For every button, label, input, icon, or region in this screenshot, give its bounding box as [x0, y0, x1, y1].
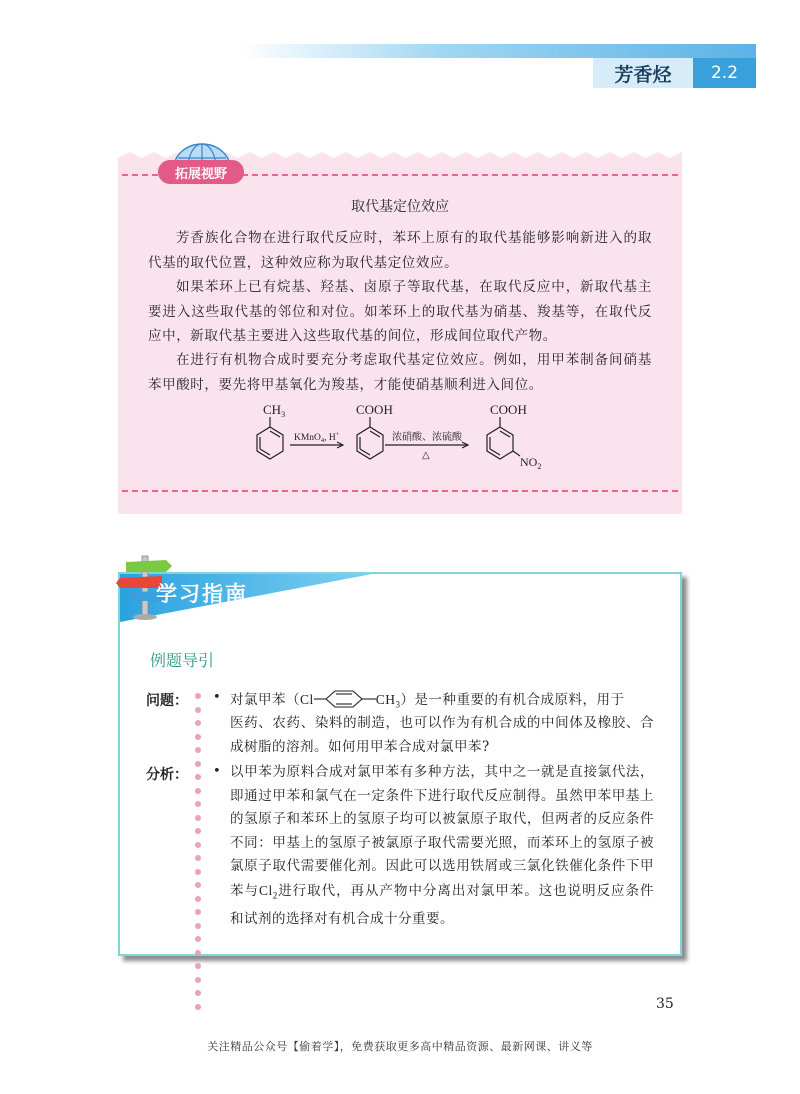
question-bullet: • [213, 690, 221, 705]
extension-heading: 取代基定位效应 [351, 199, 449, 215]
extension-paragraph-2: 如果苯环上已有烷基、羟基、卤原子等取代基，在取代反应中，新取代基主要进入这些取代基的邻位和对位。如苯环上的取代基为硝基、羧基等，在取代反应中，新取代基主要进入这些取代基的间位，形成间位取代产物。 [148, 279, 652, 344]
page-number: 35 [656, 996, 674, 1012]
benzene-ring-toluene [257, 427, 283, 459]
section-number: 2.2 [693, 58, 756, 88]
cooh-label-2: COOH [490, 402, 527, 417]
footer-note: 关注精品公众号【偷着学】，免费获取更多高中精品资源、最新网课、讲义等 [207, 1040, 593, 1053]
question-text-rest: 医药、农药、染料的制造，也可以作为有机合成的中间体及橡胶、合成树脂的溶剂。如何用甲苯合成对氯甲苯? [230, 715, 654, 755]
reagent-kmno4: KMnO$_4$, H+ [294, 431, 340, 444]
reagent-nitration: 浓硝酸、浓硫酸 [392, 432, 462, 443]
benzene-ring-nitrobenzoic-acid [487, 427, 513, 459]
extension-bottom-dashed-line [122, 490, 678, 492]
example-section-label: 例题导引 [150, 651, 215, 670]
extension-paragraph-1: 芳香族化合物在进行取代反应时，苯环上原有的取代基能够影响新进入的取代基的取代位置，这种效应称为取代基定位效应。 [148, 230, 652, 271]
chlorine-label: Cl [300, 692, 314, 707]
benzene-ring-icon [314, 689, 376, 709]
analysis-bullet: • [213, 764, 221, 779]
extension-paragraph-3: 在进行有机物合成时要充分考虑取代基定位效应。例如，用甲苯制备间硝基苯甲酸时，要先将甲基氧化为羧基，才能使硝基顺利进入间位。 [148, 352, 652, 393]
dotted-divider [193, 693, 203, 1017]
analysis-text: 以甲苯为原料合成对氯甲苯有多种方法，其中之一就是直接氯代法，即通过甲苯和氯气在一定条件下进行取代反应制得。虽然甲苯甲基上的氢原子和苯环上的氢原子均可以被氯原子取代，但两者的反应条件不同：甲基上的氢原子被氯原子取代需要光照，而苯环上的氢原子被氯原子取代需要催化剂。因此可以选用铁屑或三氯化铁催化条件下甲苯与$Cl_2$进行取代，再从产物中分离出对氯甲苯。这也说明反应条件和试剂的选择对有机合成十分重要。 [230, 764, 655, 927]
question-text-end: ）是一种重要的有机合成原料，用于 [400, 692, 625, 708]
heat-symbol: △ [422, 450, 430, 461]
cooh-label-1: COOH [356, 402, 393, 417]
study-guide-title: 学习指南 [156, 582, 248, 606]
analysis-label: 分析： [146, 767, 188, 783]
reaction-scheme [240, 400, 570, 480]
question-label: 问题： [146, 693, 188, 709]
methyl-label: $CH_3$ [375, 692, 401, 710]
header-gradient-strip [240, 44, 756, 58]
question-text-start: 对氯甲苯（ [230, 692, 300, 708]
methyl-group-label: $CH_3$ [263, 402, 286, 419]
nitro-group-label: $NO_2$ [520, 455, 542, 471]
chlorine-gas-label: $Cl_2$ [258, 882, 278, 901]
benzene-ring-benzoic-acid [357, 427, 383, 459]
extension-badge: 拓展视野 [158, 160, 244, 184]
chapter-title: 芳香烃 [593, 58, 693, 88]
